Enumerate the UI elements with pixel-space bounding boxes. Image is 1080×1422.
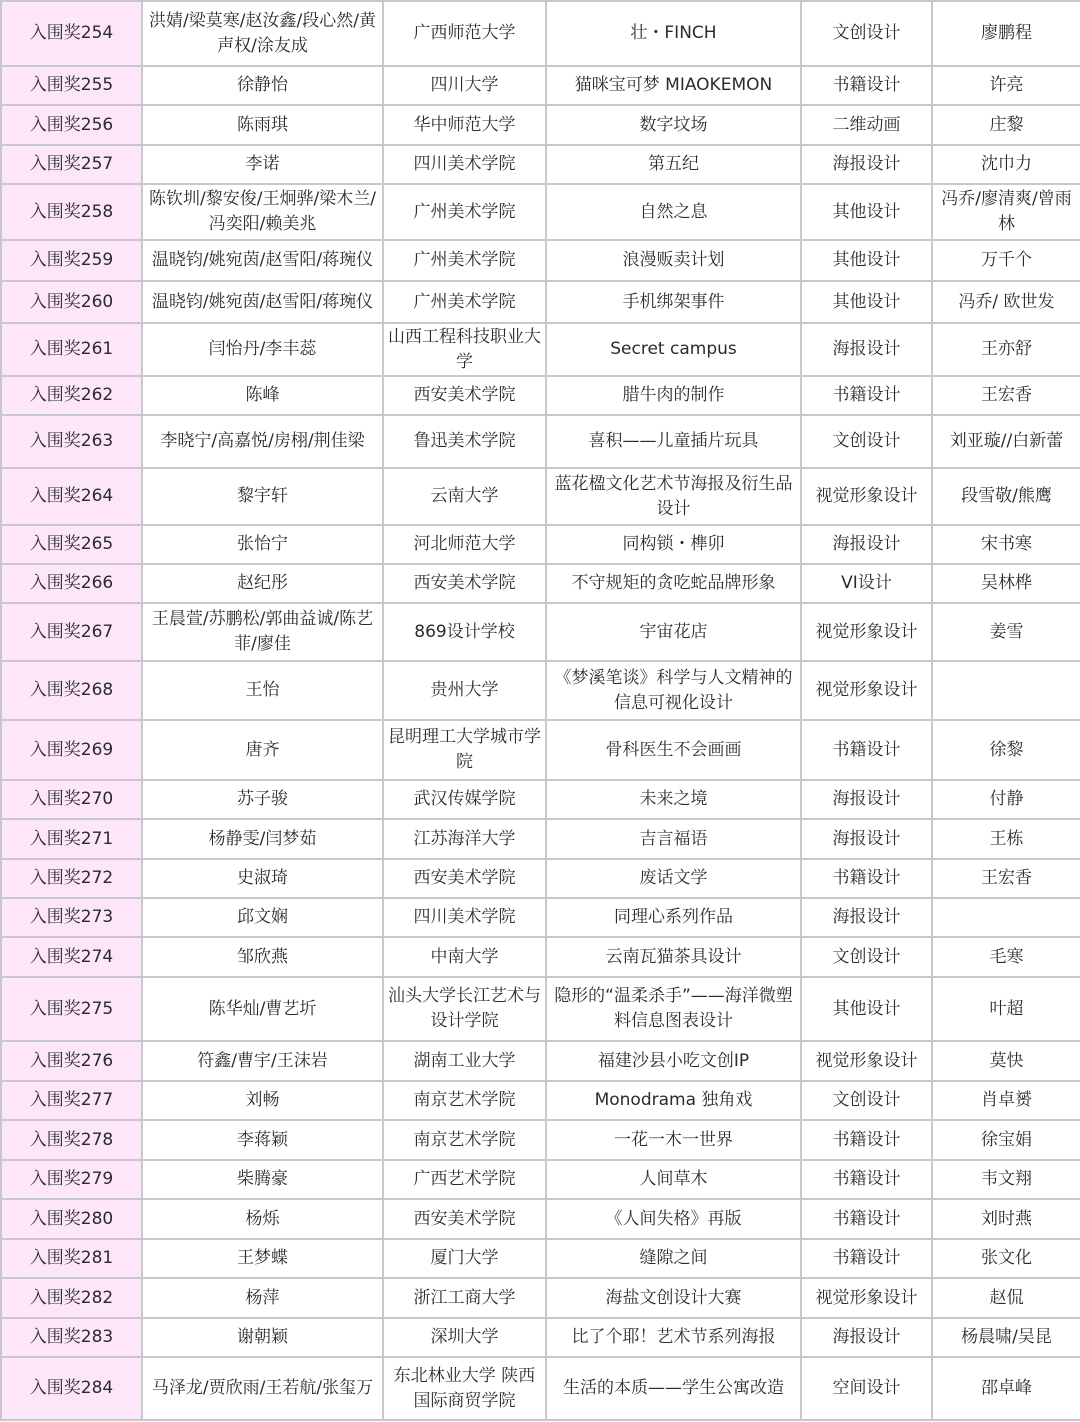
category-cell: 海报设计 [801,323,932,376]
table-row [1,66,1080,105]
table-row [1,977,1080,1041]
school-cell: 江苏海洋大学 [383,819,546,859]
advisor-cell: 宋书寒 [932,525,1080,564]
authors-cell: 徐静怡 [142,66,383,105]
authors-cell: 陈华灿/曹艺圻 [142,977,383,1041]
award-cell: 入围奖255 [1,66,142,105]
advisor-cell: 庄黎 [932,105,1080,145]
school-cell: 汕头大学长江艺术与设计学院 [383,977,546,1041]
award-cell: 入围奖277 [1,1081,142,1120]
work-title-cell: 一花一木一世界 [546,1120,801,1160]
category-cell: 书籍设计 [801,1160,932,1199]
category-cell: 书籍设计 [801,1120,932,1160]
school-cell: 中南大学 [383,937,546,977]
advisor-cell: 杨晨啸/吴昆 [932,1318,1080,1357]
advisor-cell: 徐宝娟 [932,1120,1080,1160]
work-title-cell: 同构锁・榫卯 [546,525,801,564]
table-row [1,1160,1080,1199]
award-cell: 入围奖281 [1,1239,142,1278]
authors-cell: 温晓钧/姚宛茵/赵雪阳/蒋琬仪 [142,240,383,281]
category-cell: 海报设计 [801,525,932,564]
authors-cell: 洪婧/梁莫寒/赵汝鑫/段心然/黄声权/涂友成 [142,1,383,66]
category-cell: 其他设计 [801,240,932,281]
table-row [1,603,1080,661]
table-row [1,1278,1080,1318]
school-cell: 西安美术学院 [383,1199,546,1239]
table-row [1,661,1080,720]
advisor-cell: 刘时燕 [932,1199,1080,1239]
work-title-cell: 蓝花楹文化艺术节海报及衍生品设计 [546,468,801,525]
school-cell: 湖南工业大学 [383,1041,546,1081]
table-row [1,1357,1080,1420]
school-cell: 广州美术学院 [383,240,546,281]
advisor-cell: 张文化 [932,1239,1080,1278]
category-cell: 海报设计 [801,819,932,859]
authors-cell: 刘畅 [142,1081,383,1120]
table-row [1,525,1080,564]
award-cell: 入围奖280 [1,1199,142,1239]
authors-cell: 王梦蝶 [142,1239,383,1278]
work-title-cell: 《人间失格》再版 [546,1199,801,1239]
advisor-cell [932,661,1080,720]
category-cell: 书籍设计 [801,1199,932,1239]
category-cell: 海报设计 [801,1318,932,1357]
advisor-cell: 赵侃 [932,1278,1080,1318]
school-cell: 西安美术学院 [383,376,546,415]
work-title-cell: 自然之息 [546,184,801,240]
table-row [1,859,1080,898]
school-cell: 贵州大学 [383,661,546,720]
award-cell: 入围奖274 [1,937,142,977]
award-cell: 入围奖261 [1,323,142,376]
award-cell: 入围奖282 [1,1278,142,1318]
award-cell: 入围奖258 [1,184,142,240]
work-title-cell: 云南瓦猫茶具设计 [546,937,801,977]
award-cell: 入围奖283 [1,1318,142,1357]
school-cell: 869设计学校 [383,603,546,661]
award-cell: 入围奖263 [1,415,142,468]
work-title-cell: 同理心系列作品 [546,898,801,937]
work-title-cell: 猫咪宝可梦 MIAOKEMON [546,66,801,105]
work-title-cell: 不守规矩的贪吃蛇品牌形象 [546,564,801,603]
advisor-cell: 万千个 [932,240,1080,281]
school-cell: 四川大学 [383,66,546,105]
table-row [1,1199,1080,1239]
award-cell: 入围奖267 [1,603,142,661]
advisor-cell: 肖卓赟 [932,1081,1080,1120]
work-title-cell: 废话文学 [546,859,801,898]
school-cell: 深圳大学 [383,1318,546,1357]
school-cell: 河北师范大学 [383,525,546,564]
table-row [1,468,1080,525]
work-title-cell: 《梦溪笔谈》科学与人文精神的信息可视化设计 [546,661,801,720]
category-cell: 书籍设计 [801,859,932,898]
award-cell: 入围奖260 [1,281,142,323]
work-title-cell: 骨科医生不会画画 [546,720,801,780]
advisor-cell: 冯乔/ 欧世发 [932,281,1080,323]
category-cell: 视觉形象设计 [801,661,932,720]
advisor-cell: 刘亚璇//白新蕾 [932,415,1080,468]
authors-cell: 温晓钧/姚宛茵/赵雪阳/蒋琬仪 [142,281,383,323]
category-cell: 其他设计 [801,977,932,1041]
category-cell: 海报设计 [801,898,932,937]
work-title-cell: 缝隙之间 [546,1239,801,1278]
work-title-cell: 吉言福语 [546,819,801,859]
work-title-cell: 喜积——儿童插片玩具 [546,415,801,468]
work-title-cell: 第五纪 [546,145,801,184]
work-title-cell: 未来之境 [546,780,801,819]
authors-cell: 李晓宁/高嘉悦/房栩/荆佳梁 [142,415,383,468]
award-cell: 入围奖272 [1,859,142,898]
authors-cell: 杨萍 [142,1278,383,1318]
category-cell: 书籍设计 [801,1239,932,1278]
category-cell: 书籍设计 [801,376,932,415]
category-cell: 其他设计 [801,184,932,240]
work-title-cell: 浪漫贩卖计划 [546,240,801,281]
work-title-cell: Secret campus [546,323,801,376]
table-row [1,1239,1080,1278]
school-cell: 四川美术学院 [383,898,546,937]
work-title-cell: 生活的本质——学生公寓改造 [546,1357,801,1420]
school-cell: 厦门大学 [383,1239,546,1278]
advisor-cell: 韦文翔 [932,1160,1080,1199]
school-cell: 四川美术学院 [383,145,546,184]
category-cell: 二维动画 [801,105,932,145]
award-cell: 入围奖256 [1,105,142,145]
school-cell: 西安美术学院 [383,564,546,603]
category-cell: 海报设计 [801,145,932,184]
advisor-cell: 莫快 [932,1041,1080,1081]
authors-cell: 史淑琦 [142,859,383,898]
school-cell: 南京艺术学院 [383,1081,546,1120]
table-row [1,1120,1080,1160]
authors-cell: 陈钦圳/黎安俊/王炯骅/梁木兰/冯奕阳/赖美兆 [142,184,383,240]
award-cell: 入围奖262 [1,376,142,415]
award-cell: 入围奖275 [1,977,142,1041]
category-cell: 文创设计 [801,937,932,977]
table-row [1,1,1080,66]
work-title-cell: 壮・FINCH [546,1,801,66]
category-cell: 视觉形象设计 [801,603,932,661]
authors-cell: 柴腾豪 [142,1160,383,1199]
award-cell: 入围奖270 [1,780,142,819]
work-title-cell: 比了个耶！艺术节系列海报 [546,1318,801,1357]
award-cell: 入围奖257 [1,145,142,184]
table-row [1,780,1080,819]
school-cell: 西安美术学院 [383,859,546,898]
authors-cell: 马泽龙/贾欣雨/王若航/张玺万 [142,1357,383,1420]
authors-cell: 邱文娴 [142,898,383,937]
school-cell: 山西工程科技职业大学 [383,323,546,376]
advisor-cell: 徐黎 [932,720,1080,780]
work-title-cell: 数字坟场 [546,105,801,145]
advisor-cell: 王亦舒 [932,323,1080,376]
advisor-cell: 沈巾力 [932,145,1080,184]
award-cell: 入围奖254 [1,1,142,66]
work-title-cell: 宇宙花店 [546,603,801,661]
school-cell: 云南大学 [383,468,546,525]
table-row [1,720,1080,780]
advisor-cell: 毛寒 [932,937,1080,977]
award-cell: 入围奖279 [1,1160,142,1199]
school-cell: 华中师范大学 [383,105,546,145]
category-cell: 海报设计 [801,780,932,819]
school-cell: 广西师范大学 [383,1,546,66]
award-cell: 入围奖284 [1,1357,142,1420]
advisor-cell: 王宏香 [932,376,1080,415]
advisor-cell: 邵卓峰 [932,1357,1080,1420]
advisor-cell: 王栋 [932,819,1080,859]
authors-cell: 邹欣燕 [142,937,383,977]
authors-cell: 符鑫/曹宇/王沫岩 [142,1041,383,1081]
table-row [1,415,1080,468]
school-cell: 浙江工商大学 [383,1278,546,1318]
table-row [1,376,1080,415]
school-cell: 武汉传媒学院 [383,780,546,819]
category-cell: 视觉形象设计 [801,1041,932,1081]
advisor-cell: 吴林桦 [932,564,1080,603]
table-row [1,1318,1080,1357]
table-row [1,898,1080,937]
work-title-cell: 福建沙县小吃文创IP [546,1041,801,1081]
table-row [1,819,1080,859]
category-cell: 其他设计 [801,281,932,323]
advisor-cell: 廖鹏程 [932,1,1080,66]
category-cell: 视觉形象设计 [801,468,932,525]
award-cell: 入围奖266 [1,564,142,603]
advisor-cell: 冯乔/廖清爽/曾雨林 [932,184,1080,240]
category-cell: 文创设计 [801,1,932,66]
advisor-cell: 段雪敬/熊鹰 [932,468,1080,525]
school-cell: 鲁迅美术学院 [383,415,546,468]
table-row [1,240,1080,281]
table-row [1,1081,1080,1120]
authors-cell: 陈雨琪 [142,105,383,145]
award-cell: 入围奖278 [1,1120,142,1160]
school-cell: 广州美术学院 [383,184,546,240]
work-title-cell: 手机绑架事件 [546,281,801,323]
authors-cell: 闫怡丹/李丰蕊 [142,323,383,376]
table-row [1,145,1080,184]
authors-cell: 赵纪彤 [142,564,383,603]
authors-cell: 李蒋颖 [142,1120,383,1160]
table-row [1,184,1080,240]
school-cell: 南京艺术学院 [383,1120,546,1160]
category-cell: 空间设计 [801,1357,932,1420]
authors-cell: 苏子骏 [142,780,383,819]
category-cell: VI设计 [801,564,932,603]
category-cell: 文创设计 [801,1081,932,1120]
advisor-cell: 许亮 [932,66,1080,105]
school-cell: 广州美术学院 [383,281,546,323]
authors-cell: 谢朝颖 [142,1318,383,1357]
award-cell: 入围奖265 [1,525,142,564]
award-cell: 入围奖269 [1,720,142,780]
award-cell: 入围奖271 [1,819,142,859]
school-cell: 东北林业大学 陕西国际商贸学院 [383,1357,546,1420]
table-row [1,281,1080,323]
award-cell: 入围奖264 [1,468,142,525]
authors-cell: 张怡宁 [142,525,383,564]
authors-cell: 唐齐 [142,720,383,780]
category-cell: 书籍设计 [801,66,932,105]
table-row [1,564,1080,603]
advisor-cell: 叶超 [932,977,1080,1041]
award-cell: 入围奖276 [1,1041,142,1081]
authors-cell: 王怡 [142,661,383,720]
work-title-cell: 腊牛肉的制作 [546,376,801,415]
work-title-cell: 海盐文创设计大赛 [546,1278,801,1318]
authors-cell: 王晨萱/苏鹏松/郭曲益诚/陈艺菲/廖佳 [142,603,383,661]
advisor-cell: 姜雪 [932,603,1080,661]
table-row [1,937,1080,977]
category-cell: 书籍设计 [801,720,932,780]
work-title-cell: 隐形的“温柔杀手”——海洋微塑料信息图表设计 [546,977,801,1041]
awards-table-body [1,1,1080,1420]
authors-cell: 李诺 [142,145,383,184]
school-cell: 昆明理工大学城市学院 [383,720,546,780]
advisor-cell: 王宏香 [932,859,1080,898]
table-row [1,323,1080,376]
award-cell: 入围奖268 [1,661,142,720]
table-row [1,1041,1080,1081]
table-row [1,105,1080,145]
work-title-cell: Monodrama 独角戏 [546,1081,801,1120]
category-cell: 视觉形象设计 [801,1278,932,1318]
school-cell: 广西艺术学院 [383,1160,546,1199]
award-cell: 入围奖273 [1,898,142,937]
award-cell: 入围奖259 [1,240,142,281]
authors-cell: 陈峰 [142,376,383,415]
category-cell: 文创设计 [801,415,932,468]
advisor-cell [932,898,1080,937]
authors-cell: 杨烁 [142,1199,383,1239]
authors-cell: 杨静雯/闫梦茹 [142,819,383,859]
work-title-cell: 人间草木 [546,1160,801,1199]
advisor-cell: 付静 [932,780,1080,819]
authors-cell: 黎宇轩 [142,468,383,525]
